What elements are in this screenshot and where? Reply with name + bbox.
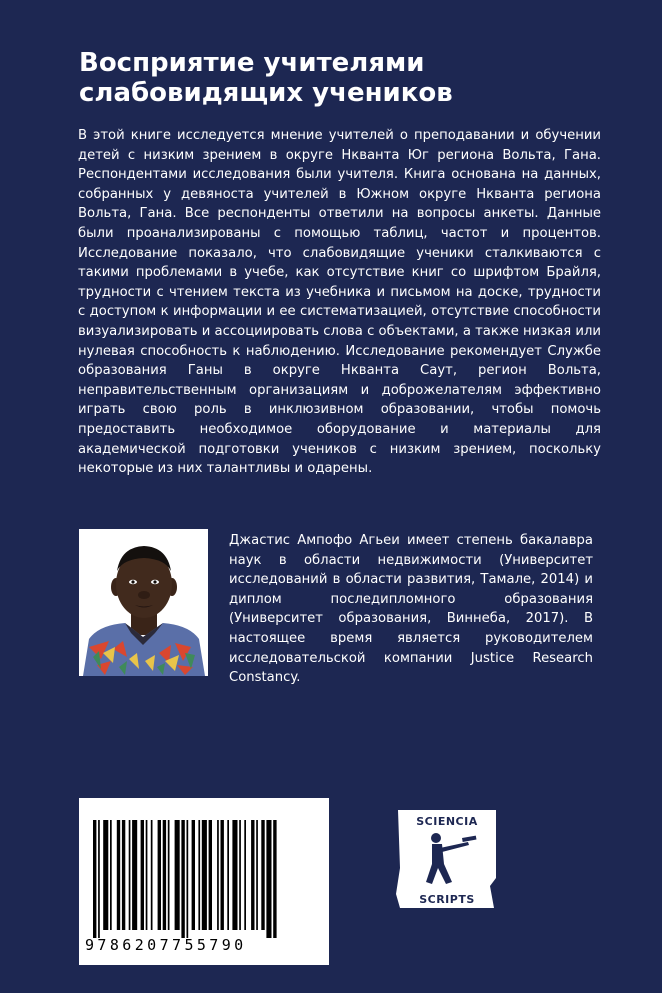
barcode-bar bbox=[181, 820, 184, 938]
book-title-line-1: Восприятие учителями bbox=[79, 48, 425, 78]
barcode-bar bbox=[239, 820, 241, 930]
barcode-bar bbox=[129, 820, 131, 930]
barcode-bar bbox=[266, 820, 271, 938]
barcode-bar bbox=[110, 820, 112, 930]
barcode-bar bbox=[98, 820, 100, 938]
author-bio: Джастис Ампофо Агьеи имеет степень бакалавра наук в области недвижимости (Университет исследований в области развития, Тамале, 2014) и диплом последипломного образования (Университет образования, Виннеба, 2017). В настоящее время является руководителем исследовательской компании Justice Research Constancy. bbox=[229, 533, 593, 686]
barcode bbox=[79, 798, 329, 965]
publisher-name-bottom: SCRIPTS bbox=[419, 893, 475, 906]
isbn-number: 9786207755790 bbox=[85, 936, 247, 954]
publisher-logo bbox=[396, 808, 498, 910]
barcode-bar bbox=[198, 820, 200, 930]
barcode-bar bbox=[158, 820, 161, 930]
publisher-name-top: SCIENCIA bbox=[416, 815, 478, 828]
author-photo bbox=[79, 529, 208, 676]
barcode-bar bbox=[217, 820, 219, 930]
barcode-bar bbox=[175, 820, 180, 930]
barcode-bar bbox=[256, 820, 258, 930]
barcode-bar bbox=[103, 820, 108, 930]
barcode-bar bbox=[93, 820, 96, 938]
book-title-line-2: слабовидящих учеников bbox=[79, 78, 453, 108]
barcode-bars bbox=[79, 798, 329, 938]
barcode-bar bbox=[187, 820, 189, 938]
barcode-bar bbox=[209, 820, 212, 930]
barcode-bar bbox=[273, 820, 276, 938]
barcode-bar bbox=[192, 820, 195, 930]
barcode-bar bbox=[202, 820, 207, 930]
barcode-bar bbox=[227, 820, 229, 930]
book-abstract: В этой книге исследуется мнение учителей о преподавании и обучении детей с низким зрением в округе Нкванта Юг региона Вольта, Гана. Респондентами исследования были учителя. Книга основана на данных, собранных у девяноста учителей в Южном округе Нкванта региона Вольта, Гана. Все респонденты ответили на вопросы анкеты. Данные были проанализированы с помощью таблиц, частот и процентов. Исследование показало, что слабовидящие ученики сталкиваются с такими проблемами в учебе, как отсутствие книг со шрифтом Брайля, трудности с чтением текста из учебника и письмом на доске, трудности с доступом к информации и ее систематизацией, отсутствие способности визуализировать и ассоциировать слова с объектами, а также низкая или нулевая способность к наблюдению. Исследование рекомендует Службе образования Ганы в округе Нкванта Саут, регион Вольта, неправительственным организациям и доброжелателям эффективно играть свою роль в инклюзивном образовании, чтобы помочь предоставить необходимое оборудование и материалы для академической подготовки учеников с низким зрением, поскольку некоторые из них талантливы и одарены. bbox=[78, 128, 601, 477]
barcode-bar bbox=[141, 820, 144, 930]
barcode-bar bbox=[163, 820, 166, 930]
barcode-bar bbox=[244, 820, 246, 930]
barcode-bar bbox=[261, 820, 264, 930]
barcode-bar bbox=[221, 820, 224, 930]
barcode-bar bbox=[122, 820, 125, 930]
book-title bbox=[79, 48, 599, 108]
barcode-bar bbox=[117, 820, 120, 930]
barcode-bar bbox=[132, 820, 137, 930]
author-portrait-image bbox=[79, 529, 208, 676]
barcode-bar bbox=[168, 820, 170, 930]
barcode-bar bbox=[232, 820, 237, 930]
barcode-bar bbox=[151, 820, 153, 930]
barcode-bar bbox=[146, 820, 148, 930]
barcode-bar bbox=[251, 820, 254, 930]
